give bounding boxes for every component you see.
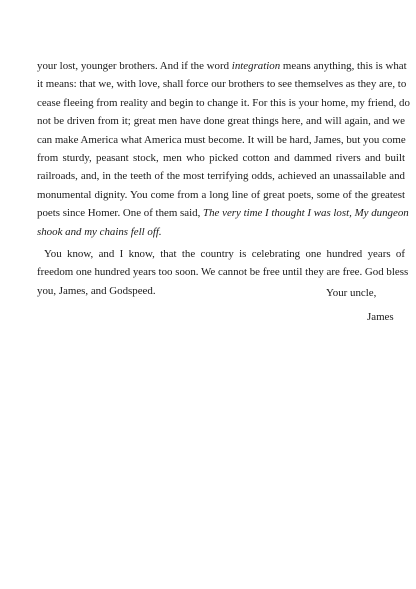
text-line: freedom one hundred years too soon. We cannot be free until they are free. God bless (37, 266, 409, 279)
text-line: you, James, and Godspeed. (37, 284, 156, 297)
text-run: poets since Homer. One of them said, (37, 207, 204, 220)
italic-quotation: The very time I thought I was lost, My dungeon (203, 207, 409, 220)
text-line: from sturdy, peasant stock, men who picked cotton and dammed rivers and built (37, 152, 405, 165)
closing-signature: James (367, 311, 394, 323)
text-line (37, 223, 405, 241)
text-line: it means: that we, with love, shall force our brothers to see themselves as they are, to (37, 78, 407, 91)
text-run: means anything, this is what (280, 60, 407, 72)
italic-word-integration: integration (231, 60, 281, 72)
text-line: can make America what America must become. It will be hard, James, but you come (37, 133, 406, 146)
text-line: cease fleeing from reality and begin to change it. For this is your home, my friend, do (37, 96, 410, 109)
text-line (37, 204, 409, 222)
text-line: railroads, and, in the teeth of the most terrifying odds, achieved an unassailable and (37, 170, 405, 183)
letter-body (37, 57, 410, 300)
text-run: your lost, younger brothers. And if the word (37, 60, 232, 72)
text-line: You know, and I know, that the country is celebrating one hundred years of (44, 248, 405, 261)
text-line: monumental dignity. You come from a long line of great poets, some of the greatest (37, 188, 405, 201)
closing-salutation: Your uncle, (326, 287, 377, 299)
italic-quotation-end: shook and my chains fell off. (37, 225, 162, 238)
text-line: not be driven from it; great men have done great things here, and will again, and we (37, 115, 405, 128)
paragraph-1 (37, 57, 410, 241)
text-line (37, 57, 405, 75)
